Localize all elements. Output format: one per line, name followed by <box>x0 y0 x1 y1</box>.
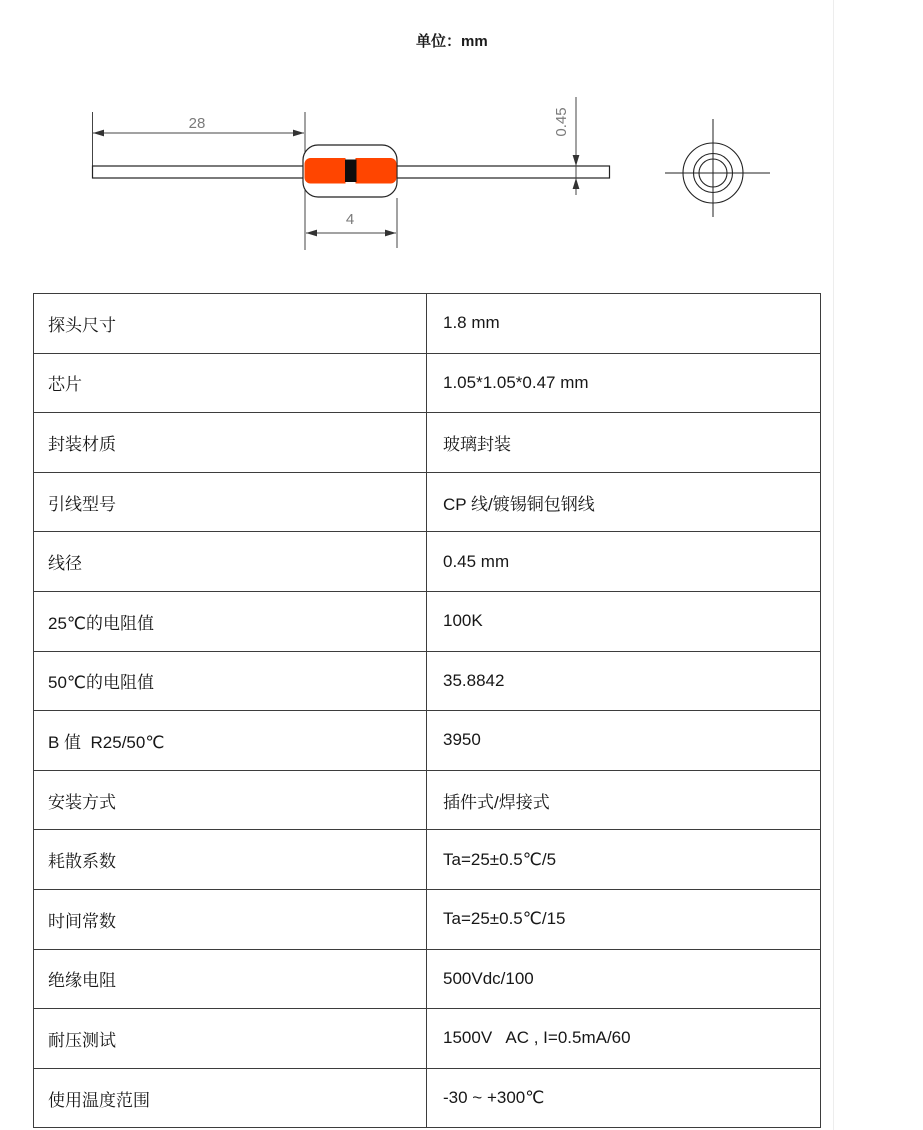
table-row <box>34 1009 821 1069</box>
spec-value-cell: Ta=25±0.5℃/15 <box>427 889 821 949</box>
spec-label-cell: 探头尺寸 <box>34 294 427 354</box>
arrowhead-up-icon <box>573 178 580 189</box>
table-row <box>34 294 821 354</box>
spec-label-cell: 芯片 <box>34 353 427 413</box>
arrowhead-right-icon <box>385 230 396 237</box>
spec-value-cell: Ta=25±0.5℃/5 <box>427 830 821 890</box>
table-row <box>34 949 821 1009</box>
arrowhead-left-icon <box>306 230 317 237</box>
spec-label-cell: 使用温度范围 <box>34 1068 427 1128</box>
arrowhead-right-icon <box>293 130 304 137</box>
table-row <box>34 532 821 592</box>
table-row <box>34 591 821 651</box>
arrowhead-left-icon <box>93 130 104 137</box>
table-row <box>34 770 821 830</box>
spec-value-cell: 3950 <box>427 711 821 771</box>
spec-label-cell: 耐压测试 <box>34 1009 427 1069</box>
spec-value-cell: 1.8 mm <box>427 294 821 354</box>
dim-label-body-length: 4 <box>345 211 355 228</box>
electrode-left-square-end <box>325 158 346 184</box>
spec-value-cell: 100K <box>427 591 821 651</box>
spec-label-cell: 线径 <box>34 532 427 592</box>
spec-table-body <box>34 294 821 1128</box>
dim-label-wire-diameter: 0.45 <box>553 107 570 137</box>
spec-value-cell: 35.8842 <box>427 651 821 711</box>
spec-value-cell: 500Vdc/100 <box>427 949 821 1009</box>
spec-label-cell: B 值 R25/50℃ <box>34 711 427 771</box>
spec-value-cell: 玻璃封装 <box>427 413 821 473</box>
spec-value-cell: 插件式/焊接式 <box>427 770 821 830</box>
spec-label-cell: 安装方式 <box>34 770 427 830</box>
spec-value-cell: -30 ~ +300℃ <box>427 1068 821 1128</box>
spec-label-cell: 时间常数 <box>34 889 427 949</box>
thermistor-drawing <box>0 0 923 270</box>
table-row <box>34 830 821 890</box>
spec-value-cell: 0.45 mm <box>427 532 821 592</box>
spec-table <box>33 293 821 1128</box>
table-row <box>34 413 821 473</box>
dim-label-lead-length: 28 <box>188 115 206 132</box>
table-row <box>34 472 821 532</box>
unit-label: 单位：mm <box>416 33 488 50</box>
spec-value-cell: 1.05*1.05*0.47 mm <box>427 353 821 413</box>
spec-label-cell: 耗散系数 <box>34 830 427 890</box>
spec-label-cell: 绝缘电阻 <box>34 949 427 1009</box>
thermistor-chip <box>345 160 357 183</box>
spec-label-cell: 引线型号 <box>34 472 427 532</box>
spec-label-cell: 封装材质 <box>34 413 427 473</box>
table-row <box>34 353 821 413</box>
arrowhead-down-icon <box>573 155 580 166</box>
page-edge-line <box>833 0 834 1130</box>
table-row <box>34 1068 821 1128</box>
spec-label-cell: 50℃的电阻值 <box>34 651 427 711</box>
spec-value-cell: CP 线/镀锡铜包钢线 <box>427 472 821 532</box>
spec-value-cell: 1500V AC , I=0.5mA/60 <box>427 1009 821 1069</box>
spec-label-cell: 25℃的电阻值 <box>34 591 427 651</box>
electrode-right-square-end <box>356 158 377 184</box>
table-row <box>34 889 821 949</box>
table-row <box>34 651 821 711</box>
table-row <box>34 711 821 771</box>
